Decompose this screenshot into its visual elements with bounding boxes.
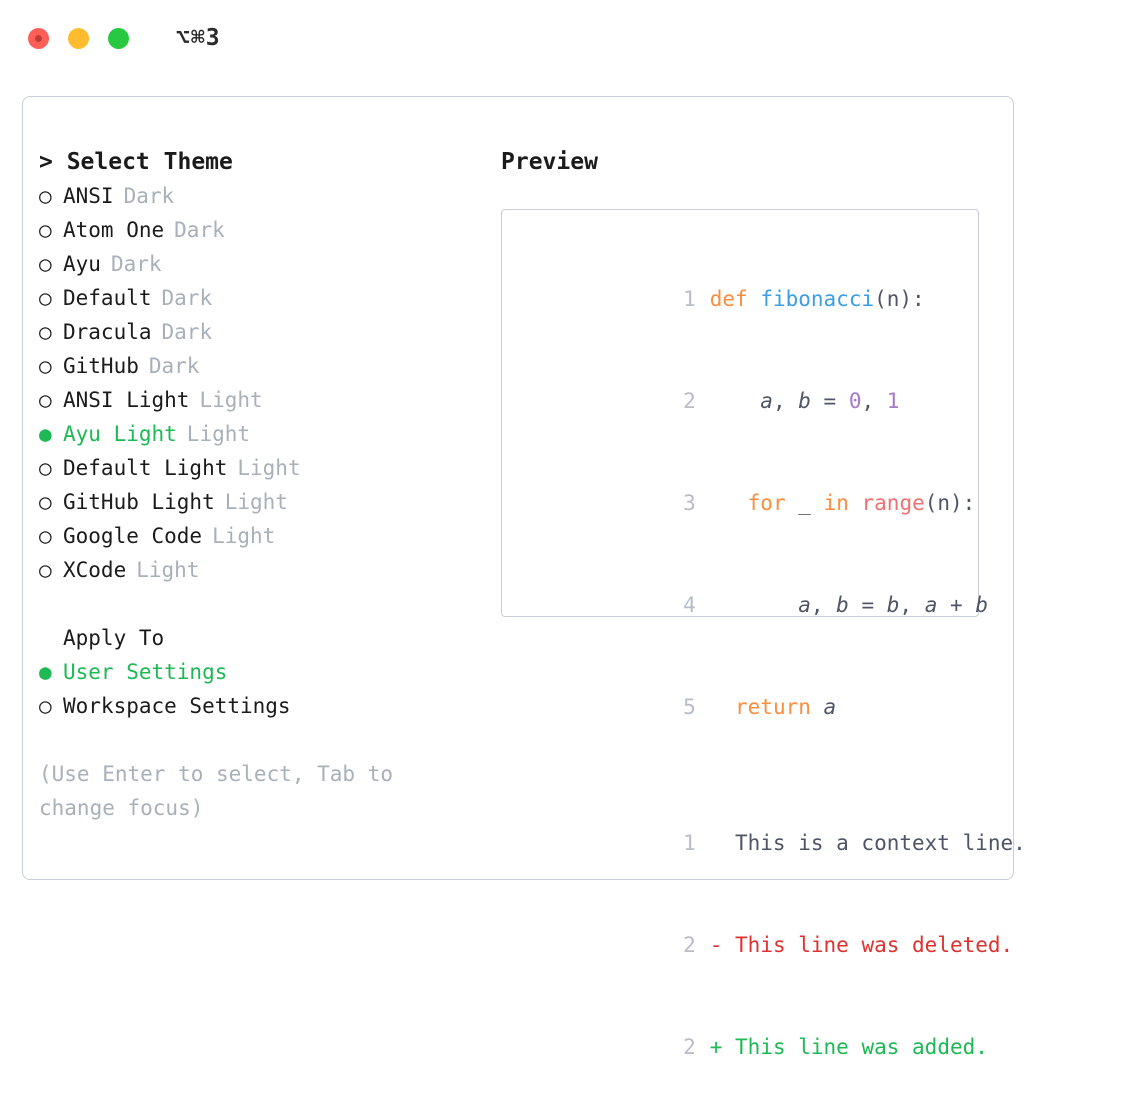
theme-label: GitHub Light: [63, 490, 215, 514]
theme-option-xcode[interactable]: [39, 553, 479, 587]
preview-column: [501, 145, 1026, 1059]
main-panel: [22, 96, 1026, 1059]
radio-icon: ○: [39, 184, 52, 208]
code-line-1: 1 def fibonacci(n):: [518, 248, 978, 350]
theme-label: Atom One: [63, 218, 165, 242]
theme-label: Default: [63, 286, 152, 310]
theme-option-ayu-dark[interactable]: [39, 247, 479, 281]
theme-selector-column: [39, 145, 479, 825]
code-line-2: 2 a, b = 0, 1: [518, 350, 978, 452]
theme-tag: Light: [237, 456, 301, 480]
theme-option-github-dark[interactable]: [39, 349, 479, 383]
diff-text: This is a context line.: [709, 831, 1026, 855]
maximize-button[interactable]: [108, 28, 129, 49]
line-number: 2: [683, 1035, 696, 1059]
keyboard-hint: (Use Enter to select, Tab to change focus): [39, 762, 394, 820]
line-number: 2: [683, 389, 696, 413]
theme-option-google-code[interactable]: [39, 519, 479, 553]
theme-label: ANSI Light: [63, 388, 190, 412]
theme-tag: Dark: [161, 286, 213, 310]
preview-heading: Preview: [501, 149, 598, 175]
theme-label: Dracula: [63, 320, 152, 344]
apply-option-user-settings[interactable]: [39, 655, 479, 689]
theme-tag: Dark: [174, 218, 225, 242]
line-number: 2: [683, 933, 696, 957]
radio-icon: ○: [39, 252, 52, 276]
theme-label: ANSI: [63, 184, 114, 208]
apply-label: User Settings: [63, 660, 228, 684]
theme-option-ayu-light[interactable]: [39, 417, 479, 451]
theme-label: Ayu: [63, 252, 101, 276]
theme-option-ansi-dark[interactable]: [39, 179, 479, 213]
theme-tag: Light: [224, 490, 288, 514]
theme-tag: Dark: [110, 252, 162, 276]
line-number: 4: [683, 593, 696, 617]
theme-tag: Dark: [161, 320, 213, 344]
theme-list: [39, 179, 479, 587]
theme-label: Google Code: [63, 524, 203, 548]
apply-to-heading: Apply To: [63, 626, 165, 650]
line-number: 1: [683, 831, 696, 855]
diff-text: This line was deleted.: [735, 933, 1014, 957]
radio-icon: ○: [39, 694, 52, 718]
theme-tag: Light: [212, 524, 276, 548]
code-line-4: 4 a, b = b, a + b: [518, 554, 978, 656]
theme-tag: Light: [199, 388, 263, 412]
apply-to-list: [39, 655, 479, 723]
code-blank-line: [518, 758, 978, 792]
select-theme-heading: > Select Theme: [39, 149, 233, 175]
title-bar: [0, 0, 1140, 76]
radio-selected-icon: ●: [39, 422, 52, 446]
diff-line-context: [518, 792, 1026, 894]
apply-label: Workspace Settings: [63, 694, 291, 718]
radio-icon: ○: [39, 286, 52, 310]
window-title: ⌥⌘3: [176, 25, 221, 51]
theme-label: Default Light: [63, 456, 228, 480]
radio-icon: ○: [39, 456, 52, 480]
theme-tag: Light: [136, 558, 200, 582]
diff-line-added: [518, 996, 988, 1098]
diff-text: This line was added.: [735, 1035, 988, 1059]
apply-option-workspace-settings[interactable]: [39, 689, 479, 723]
spacer: [39, 587, 479, 621]
radio-icon: ○: [39, 490, 52, 514]
preview-box: [501, 209, 1026, 1059]
theme-label: XCode: [63, 558, 127, 582]
theme-label: Ayu Light: [63, 422, 177, 446]
theme-label: GitHub: [63, 354, 139, 378]
radio-icon: ○: [39, 388, 52, 412]
diff-line-deleted: [518, 894, 1014, 996]
line-number: 5: [683, 695, 696, 719]
radio-icon: ○: [39, 218, 52, 242]
line-number: 1: [683, 287, 696, 311]
diff-marker: -: [709, 933, 723, 957]
theme-option-atom-one-dark[interactable]: [39, 213, 479, 247]
minimize-button[interactable]: [68, 28, 89, 49]
code-line-3: 3 for _ in range(n):: [518, 452, 978, 554]
radio-icon: ○: [39, 524, 52, 548]
close-button[interactable]: [28, 28, 49, 49]
radio-icon: ○: [39, 558, 52, 582]
theme-option-ansi-light[interactable]: [39, 383, 479, 417]
theme-tag: Dark: [148, 354, 200, 378]
radio-icon: ○: [39, 354, 52, 378]
radio-selected-icon: ●: [39, 660, 52, 684]
code-line-5: 5 return a: [518, 656, 978, 758]
theme-option-default-dark[interactable]: [39, 281, 479, 315]
line-number: 3: [683, 491, 696, 515]
diff-marker: +: [709, 1035, 723, 1059]
theme-tag: Light: [186, 422, 251, 446]
theme-option-github-light[interactable]: [39, 485, 479, 519]
theme-option-dracula-dark[interactable]: [39, 315, 479, 349]
radio-icon: ○: [39, 320, 52, 344]
theme-tag: Dark: [123, 184, 175, 208]
theme-option-default-light[interactable]: [39, 451, 479, 485]
